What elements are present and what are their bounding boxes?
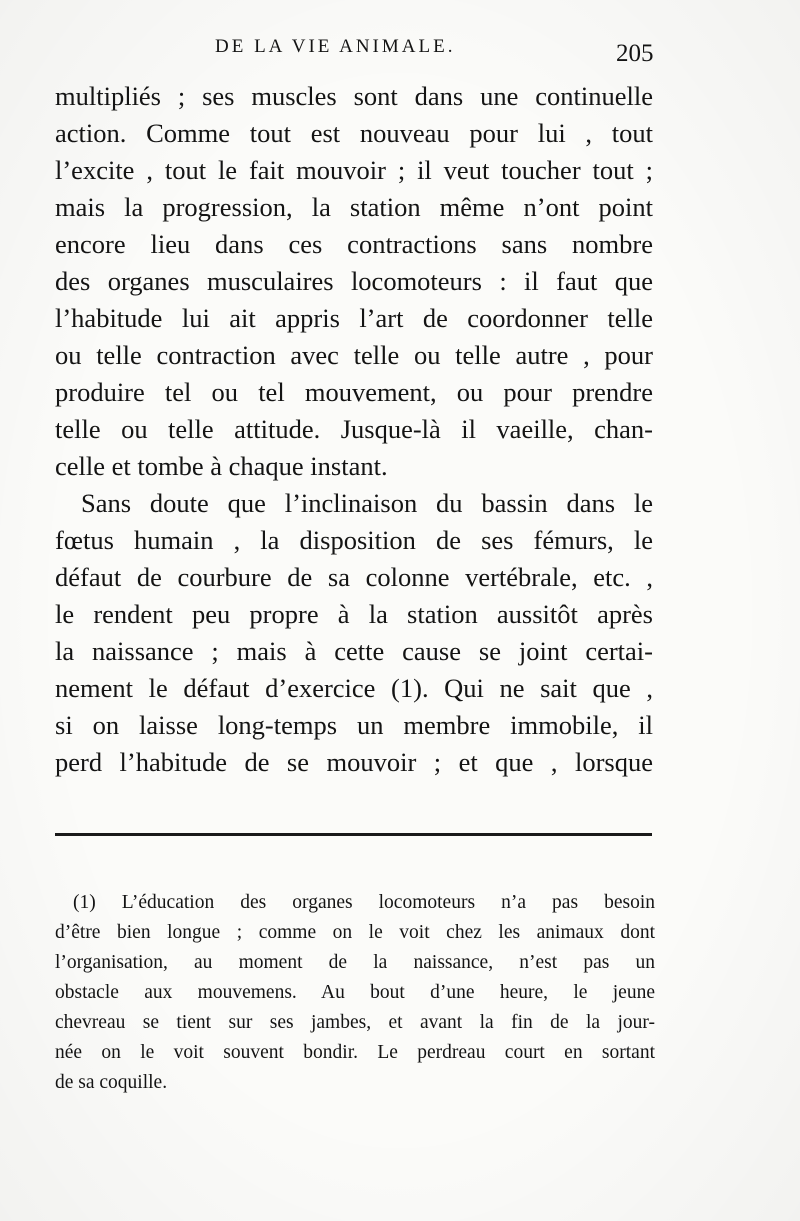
text-line: fœtus humain , la disposition de ses fémurs, le	[55, 525, 653, 555]
text-line: défaut de courbure de sa colonne vertébrale, etc. ,	[55, 562, 653, 592]
footnote-line: obstacle aux mouvemens. Au bout d’une heure, le jeune	[55, 982, 655, 1003]
text-line: perd l’habitude de se mouvoir ; et que , lorsque	[55, 747, 653, 777]
page-number: 205	[616, 40, 654, 67]
text-line: ou telle contraction avec telle ou telle autre , pour	[55, 340, 653, 370]
footnote-line: chevreau se tient sur ses jambes, et avant la fin de la jour-	[55, 1012, 655, 1033]
main-text	[55, 78, 653, 781]
footnote-line: (1) L’éducation des organes locomoteurs n’a pas besoin	[73, 892, 655, 913]
text-line: si on laisse long-temps un membre immobile, il	[55, 710, 653, 740]
text-line: nement le défaut d’exercice (1). Qui ne sait que ,	[55, 673, 653, 703]
text-line: l’habitude lui ait appris l’art de coordonner telle	[55, 303, 653, 333]
text-line: celle et tombe à chaque instant.	[55, 451, 388, 481]
footnote-line: d’être bien longue ; comme on le voit chez les animaux dont	[55, 922, 655, 943]
text-line: action. Comme tout est nouveau pour lui , tout	[55, 118, 653, 148]
text-line: le rendent peu propre à la station aussitôt après	[55, 599, 653, 629]
footnote	[55, 888, 655, 1098]
text-line: multipliés ; ses muscles sont dans une continuelle	[55, 81, 653, 111]
text-line: des organes musculaires locomoteurs : il faut que	[55, 266, 653, 296]
text-line: mais la progression, la station même n’ont point	[55, 192, 653, 222]
text-line: produire tel ou tel mouvement, ou pour prendre	[55, 377, 653, 407]
text-line: telle ou telle attitude. Jusque-là il vaeille, chan-	[55, 414, 653, 444]
footnote-rule	[55, 833, 652, 836]
text-line: Sans doute que l’inclinaison du bassin dans le	[81, 488, 653, 518]
footnote-line: née on le voit souvent bondir. Le perdreau court en sortant	[55, 1042, 655, 1063]
text-line: l’excite , tout le fait mouvoir ; il veut toucher tout ;	[55, 155, 653, 185]
text-line: la naissance ; mais à cette cause se joint certai-	[55, 636, 653, 666]
text-line: encore lieu dans ces contractions sans nombre	[55, 229, 653, 259]
footnote-line: de sa coquille.	[55, 1072, 168, 1093]
footnote-line: l’organisation, au moment de la naissance, n’est pas un	[55, 952, 655, 973]
running-head: DE LA VIE ANIMALE.	[215, 36, 456, 57]
